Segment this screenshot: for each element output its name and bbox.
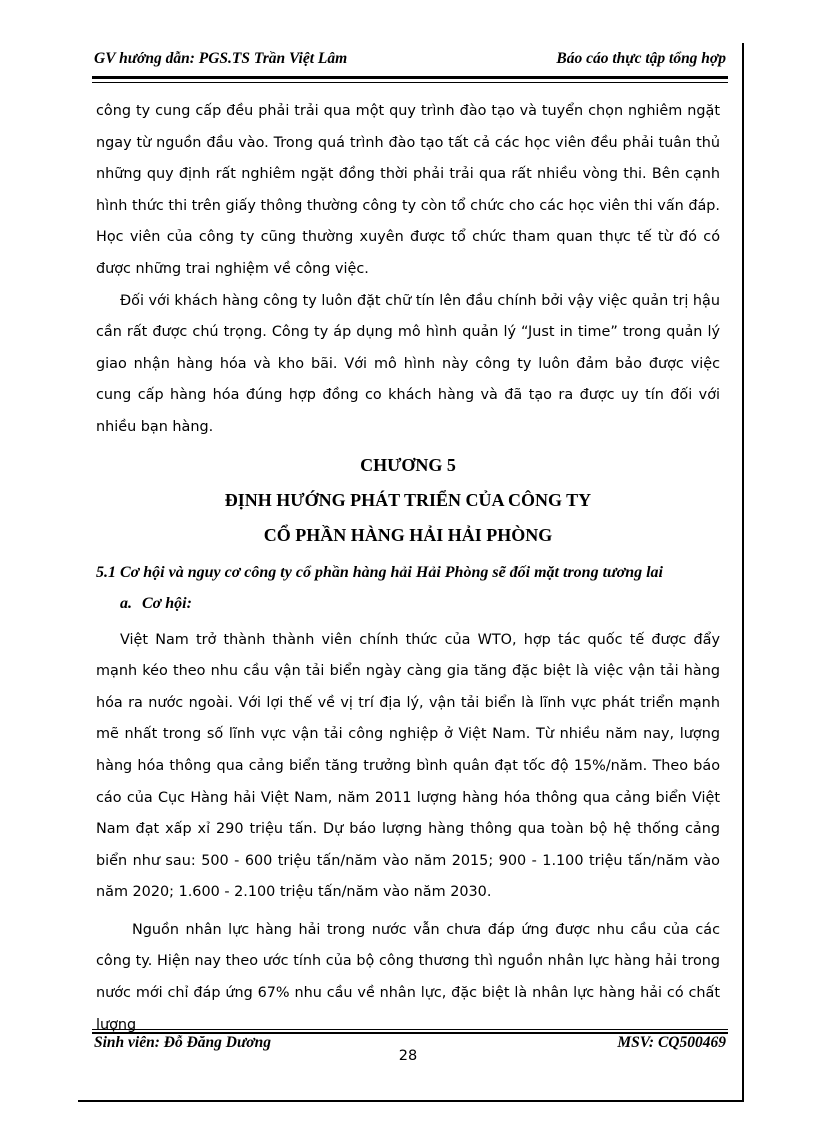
chapter-number: CHƯƠNG 5 (360, 454, 456, 475)
footer-rule (92, 1029, 728, 1030)
page-header (94, 50, 726, 76)
header-rule (92, 76, 728, 83)
page-content (96, 96, 720, 1041)
chapter-title-line-1: ĐỊNH HƯỚNG PHÁT TRIỂN CỦA CÔNG TY (224, 489, 592, 510)
page-number: 28 (398, 1048, 418, 1064)
paragraph-customers: Đối với khách hàng công ty luôn đặt chữ tín lên đầu chính bởi vậy việc quản trị hậu cần rất được chú trọng. Công ty áp dụng mô hình quản lý “Just in time” trong quản lý giao nhận hàng hóa và kho bãi. Với mô hình này công ty luôn đảm bảo được việc cung cấp hàng hóa đúng hợp đồng co khách hàng và đã tạo ra được uy tín đối với nhiều bạn hàng. (96, 292, 720, 435)
paragraph-opportunities: Việt Nam trở thành thành viên chính thức của WTO, hợp tác quốc tế được đẩy mạnh kéo theo nhu cầu vận tải biển ngày càng gia tăng đặc biệt là việc vận tải hàng hóa ra nước ngoài. Với lợi thế về vị trí địa lý, vận tải biển là lĩnh vực phát triển mạnh mẽ nhất trong số lĩnh vực vận tải công nghiệp ở Việt Nam. Từ nhiều năm nay, lượng hàng hóa thông qua cảng biển tăng trưởng bình quân đạt tốc độ 15%/năm. Theo báo cáo của Cục Hàng hải Việt Nam, năm 2011 lượng hàng hóa thông qua cảng biển Việt Nam đạt xấp xỉ 290 triệu tấn. Dự báo lượng hàng thông qua toàn bộ hệ thống cảng biển như sau: 500 - 600 triệu tấn/năm vào năm 2015; 900 - 1.100 triệu tấn/năm vào năm 2020; 1.600 - 2.100 triệu tấn/năm vào năm 2030. (96, 631, 720, 901)
header-report-title: Báo cáo thực tập tổng hợp (556, 50, 726, 67)
paragraph-training: công ty cung cấp đều phải trải qua một quy trình đào tạo và tuyển chọn nghiêm ngặt ngay từ nguồn đầu vào. Trong quá trình đào tạo tất cả các học viên đều phải tuân thủ những quy định rất nghiêm ngặt đồng thời phải trải qua rất nhiều vòng thi. Bên cạnh hình thức thi trên giấy thông thường công ty còn tổ chức cho các học viên thi vấn đáp. Học viên của công ty cũng thường xuyên được tổ chức tham quan thực tế từ đó có được những trai nghiệm về công việc. (96, 103, 720, 277)
chapter-heading (96, 448, 720, 553)
header-advisor: GV hướng dẫn: PGS.TS Trần Việt Lâm (94, 50, 348, 67)
footer-student-id: MSV: CQ500469 (617, 1034, 726, 1051)
section-heading: 5.1 Cơ hội và nguy cơ công ty cổ phần hàng hải Hải Phòng sẽ đối mặt trong tương lai (96, 563, 663, 581)
paragraph-human-resources: Nguồn nhân lực hàng hải trong nước vẫn chưa đáp ứng được nhu cầu của các công ty. Hiện nay theo ước tính của bộ công thương thì nguồn nhân lực hàng hải trong nước mới chỉ đáp ứng 67% nhu cầu về nhân lực, đặc biệt là nhân lực hàng hải có chất lượng (96, 921, 720, 1033)
subsection-marker: a. (120, 594, 132, 612)
subsection-heading (120, 588, 720, 619)
chapter-title-line-2: CỔ PHẦN HÀNG HẢI HẢI PHÒNG (263, 524, 553, 545)
footer-student: Sinh viên: Đỗ Đăng Dương (94, 1034, 271, 1051)
subsection-title: Cơ hội: (142, 594, 192, 612)
